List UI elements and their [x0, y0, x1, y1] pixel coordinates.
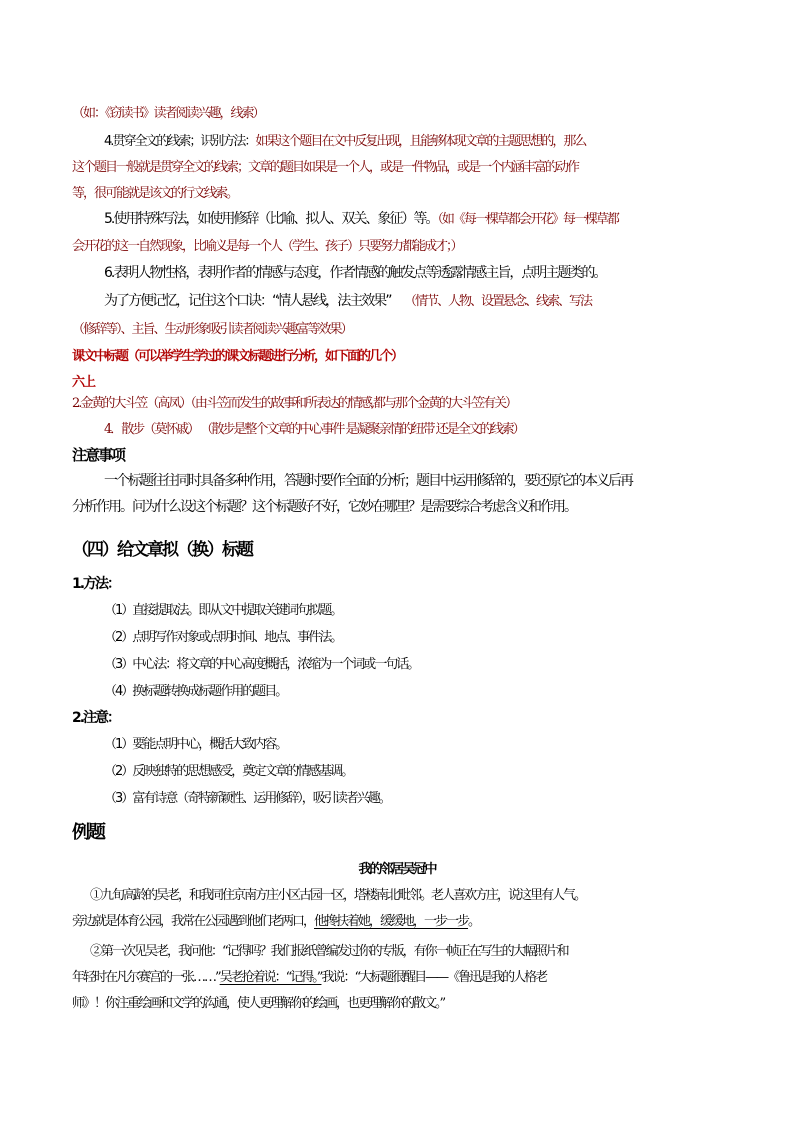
- point-5-line-1: [104, 208, 794, 228]
- point-5-line-2: 会开花的这一自然现象，比喻义是每一个人（学生、孩子）只要努力都能成才；）: [72, 239, 462, 254]
- mnemonic-text-a: （情节、人物、设置悬念、线索、写法: [410, 294, 592, 309]
- section-4-heading: （四）给文章拟（换）标题: [72, 540, 252, 560]
- mnemonic-line-2: （修辞等）、主旨、生动形象吸引读者阅读兴趣富等效果）: [72, 322, 352, 337]
- point-4-lead: 4.贯穿全文的线索；识别方法：: [104, 134, 256, 149]
- note-item-3: （3）富有诗意（奇特新颖性、运用修辞），吸引读者兴趣。: [104, 791, 390, 806]
- method-item-3: （3）中心法：将文章的中心高度概括，浓缩为一个词或一句话。: [104, 657, 419, 672]
- point-4-line-1: [104, 130, 794, 149]
- notes-heading: 注意事项: [72, 446, 125, 464]
- example-title: 我的邻居吴冠中: [358, 862, 436, 877]
- notes-line-1: 一个标题往往同时具备多种作用，答题时要作全面的分析；题目中运用修辞的，要还原它的本义后再: [104, 473, 632, 489]
- example-heading: 例题: [72, 822, 104, 843]
- point-4-text-a: 如果这个题目在文中反复出现，且能够体现文章的主题思想的，那么: [255, 134, 586, 149]
- example-para-1-post: 。: [468, 914, 480, 929]
- example-para-2-line-1: ②第一次见吴老，我问他：“记得吗？我们报纸曾编发过你的专版，有你一帧正在写生的大幅照片和: [90, 944, 568, 959]
- method-item-4: （4）换标题转换成标题作用的题目。: [104, 684, 287, 699]
- point-4-line-3: 等，很可能就是该文的行文线索。: [72, 186, 238, 201]
- example-para-1-line-1: ①九旬高龄的吴老，和我同住京南方庄小区古园一区，塔楼南北毗邻。老人喜欢方庄，说这里有人气。: [90, 888, 586, 903]
- lesson-grade: 六上: [72, 375, 95, 390]
- example-para-1-line-2: [72, 910, 794, 929]
- lesson-heading: 课文中标题（可以举学生学过的课文标题进行分析，如下面的几个）: [72, 349, 403, 364]
- notes-line-2: 分析作用。问为什么设这个标题？这个标题好不好，它妙在哪里？是需要综合考虑含义和作用。: [72, 499, 576, 515]
- method-label: 1.方法：: [72, 576, 120, 592]
- intro-line-1: （如：《窃读书》读者阅读兴趣，线索）: [72, 106, 264, 121]
- point-5-lead: 5.使用特殊写法，如使用修辞（比喻、拟人、双关、象征）等。: [104, 211, 438, 227]
- method-item-1: （1）直接提取法。即从文中提取关键词句拟题。: [104, 603, 342, 618]
- example-para-2-post: 我说：“大标题很醒目——《鲁迅是我的人格老: [321, 970, 547, 985]
- note-item-1: （1）要能点明中心，概括大致内容。: [104, 737, 287, 752]
- example-para-2-pre: 年轻时在凡尔赛宫的一张……”: [72, 970, 220, 985]
- point-4-line-2: 这个题目一般就是贯穿全文的线索；文章的题目如果是一个人，或是一件物品，或是一个内涵丰富的动作: [72, 160, 579, 175]
- point-6-line: 6.表明人物性格，表明作者的情感与态度，作者情感的触发点等透露情感主旨，点明主题类的。: [104, 265, 606, 281]
- note-item-2: （2）反映独特的思想感受，奠定文章的情感基调。: [104, 764, 353, 779]
- note-label: 2.注意：: [72, 710, 120, 726]
- method-item-2: （2）点明写作对象或点明时间、地点、事件法。: [104, 630, 342, 645]
- lesson-item-4: 4．散步（莫怀戚） （散步是整个文章的中心事件 是凝聚亲情的纽带 还是全文的线索）: [104, 422, 524, 437]
- example-para-2-line-3: 师》！你注重绘画和文学的沟通，使人更理解你的绘画，也更理解你的散文。”: [72, 996, 445, 1011]
- example-para-2-line-2: [72, 966, 794, 985]
- mnemonic-line-1: [104, 290, 794, 310]
- mnemonic-lead: 为了方便记忆，记住这个口诀：“情人悬线，法主效果”: [104, 293, 391, 309]
- lesson-item-2: 2.金黄的大斗笠（高凤）（由斗笠而发生的故事和所表达的情感,都与那个金黄的大斗笠有关）: [72, 396, 517, 411]
- example-para-1-underlined: 他搀扶着她，缓缓地，一步一步: [314, 914, 469, 929]
- example-para-1-pre: 旁边就是体育公园，我常在公园遇到他们老两口，: [72, 914, 315, 929]
- example-para-2-underlined: 吴老抢着说：“记得。”: [219, 970, 322, 985]
- point-5-text-a: （如《每一棵草都会开花》每一棵草都: [437, 212, 618, 227]
